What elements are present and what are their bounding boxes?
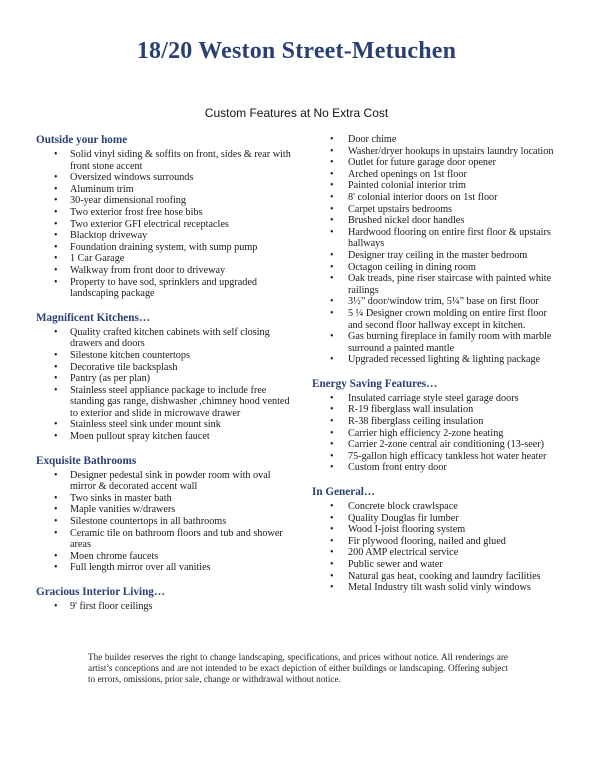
list-item: • Oversized windows surrounds	[36, 172, 294, 184]
list-item: • Carrier 2-zone central air conditioning (13-seer)	[312, 439, 564, 451]
list-item: • Hardwood flooring on entire first floor & upstairs hallways	[312, 227, 564, 250]
list-item: • Two sinks in master bath	[36, 493, 294, 505]
list-item: • Maple vanities w/drawers	[36, 504, 294, 516]
list-item: • Full length mirror over all vanities	[36, 562, 294, 574]
list-item: • Insulated carriage style steel garage doors	[312, 393, 564, 405]
list-item: • Brushed nickel door handles	[312, 215, 564, 227]
list-item: • Moen pullout spray kitchen faucet	[36, 431, 294, 443]
section-heading: In General…	[312, 486, 376, 499]
list-item: • Quality Douglas fir lumber	[312, 513, 564, 525]
list-item: • Blacktop driveway	[36, 230, 294, 242]
list-item: • Decorative tile backsplash	[36, 362, 294, 374]
list-item: • 8' colonial interior doors on 1st floor	[312, 192, 564, 204]
feature-list	[36, 149, 294, 300]
list-item: • Gas burning fireplace in family room with marble surround a painted mantle	[312, 331, 564, 354]
feature-section	[312, 378, 564, 474]
page-title: 18/20 Weston Street-Metuchen	[136, 38, 457, 64]
list-item: • Upgraded recessed lighting & lighting package	[312, 354, 564, 366]
list-item: • Natural gas heat, cooking and laundry facilities	[312, 571, 564, 583]
list-item: • Aluminum trim	[36, 184, 294, 196]
list-item: • Carrier high efficiency 2-zone heating	[312, 428, 564, 440]
list-item: • 75-gallon high efficacy tankless hot water heater	[312, 451, 564, 463]
list-item: • Two exterior frost free hose bibs	[36, 207, 294, 219]
list-item: • Public sewer and water	[312, 559, 564, 571]
list-item: • Washer/dryer hookups in upstairs laundry location	[312, 146, 564, 158]
list-item: • Fir plywood flooring, nailed and glued	[312, 536, 564, 548]
list-item: • Walkway from front door to driveway	[36, 265, 294, 277]
list-item: • Metal Industry tilt wash solid vinly windows	[312, 582, 564, 594]
list-item: • Concrete block crawlspace	[312, 501, 564, 513]
list-item: • Stainless steel sink under mount sink	[36, 419, 294, 431]
feature-list	[312, 134, 564, 366]
list-item: • Octagon ceiling in dining room	[312, 262, 564, 274]
feature-list	[36, 601, 294, 613]
list-item: • 5 ¼ Designer crown molding on entire first floor and second floor hallway except in kitchen.	[312, 308, 564, 331]
list-item: • Quality crafted kitchen cabinets with self closing drawers and doors	[36, 327, 294, 350]
list-item: • 9' first floor ceilings	[36, 601, 294, 613]
list-item: • 200 AMP electrical service	[312, 547, 564, 559]
list-item: • Wood I-joist flooring system	[312, 524, 564, 536]
feature-section	[36, 312, 294, 443]
list-item: • Designer pedestal sink in powder room with oval mirror & decorated accent wall	[36, 470, 294, 493]
feature-section	[36, 455, 294, 574]
list-item: • Two exterior GFI electrical receptacles	[36, 219, 294, 231]
list-item: • Foundation draining system, with sump pump	[36, 242, 294, 254]
list-item: • 30-year dimensional roofing	[36, 195, 294, 207]
feature-list	[312, 501, 564, 594]
list-item: • Carpet upstairs bedrooms	[312, 204, 564, 216]
list-item: • Ceramic tile on bathroom floors and tub and shower areas	[36, 528, 294, 551]
list-item: • Stainless steel appliance package to include free standing gas range, dishwasher ,chimney hood vented to exterior and slide in microwave drawer	[36, 385, 294, 420]
feature-section	[312, 134, 564, 366]
list-item: • Oak treads, pine riser staircase with painted white railings	[312, 273, 564, 296]
list-item: • R-19 fiberglass wall insulation	[312, 404, 564, 416]
list-item: • Property to have sod, sprinklers and upgraded landscaping package	[36, 277, 294, 300]
feature-section	[36, 586, 294, 613]
feature-list	[36, 470, 294, 574]
disclaimer: The builder reserves the right to change landscaping, specifications, and prices without notice. All renderings are artist’s conceptions and are not intended to be exact depiction of either buildings or landscaping. Offering subject to errors, omissions, prior sale, change or withdrawal without notice.	[88, 652, 508, 684]
section-heading: Gracious Interior Living…	[36, 586, 166, 598]
section-heading: Exquisite Bathrooms	[36, 454, 137, 467]
left-column	[36, 134, 294, 625]
section-heading: Energy Saving Features…	[312, 377, 438, 390]
right-column	[312, 134, 564, 606]
list-item: • R-38 fiberglass ceiling insulation	[312, 416, 564, 428]
list-item: • Silestone countertops in all bathrooms	[36, 516, 294, 528]
list-item: • Designer tray ceiling in the master bedroom	[312, 250, 564, 262]
page-subtitle: Custom Features at No Extra Cost	[204, 106, 389, 120]
feature-section	[36, 134, 294, 300]
list-item: • 3½” door/window trim, 5¼” base on first floor	[312, 296, 564, 308]
section-heading: Outside your home	[36, 134, 128, 146]
list-item: • Door chime	[312, 134, 564, 146]
list-item: • Moen chrome faucets	[36, 551, 294, 563]
list-item: • Outlet for future garage door opener	[312, 157, 564, 169]
list-item: • Silestone kitchen countertops	[36, 350, 294, 362]
list-item: • Custom front entry door	[312, 462, 564, 474]
feature-list	[312, 393, 564, 474]
list-item: • 1 Car Garage	[36, 253, 294, 265]
list-item: • Arched openings on 1st floor	[312, 169, 564, 181]
section-heading: Magnificent Kitchens…	[36, 311, 151, 324]
list-item: • Painted colonial interior trim	[312, 180, 564, 192]
list-item: • Pantry (as per plan)	[36, 373, 294, 385]
feature-section	[312, 486, 564, 594]
feature-list	[36, 327, 294, 443]
list-item: • Solid vinyl siding & soffits on front, sides & rear with front stone accent	[36, 149, 294, 172]
